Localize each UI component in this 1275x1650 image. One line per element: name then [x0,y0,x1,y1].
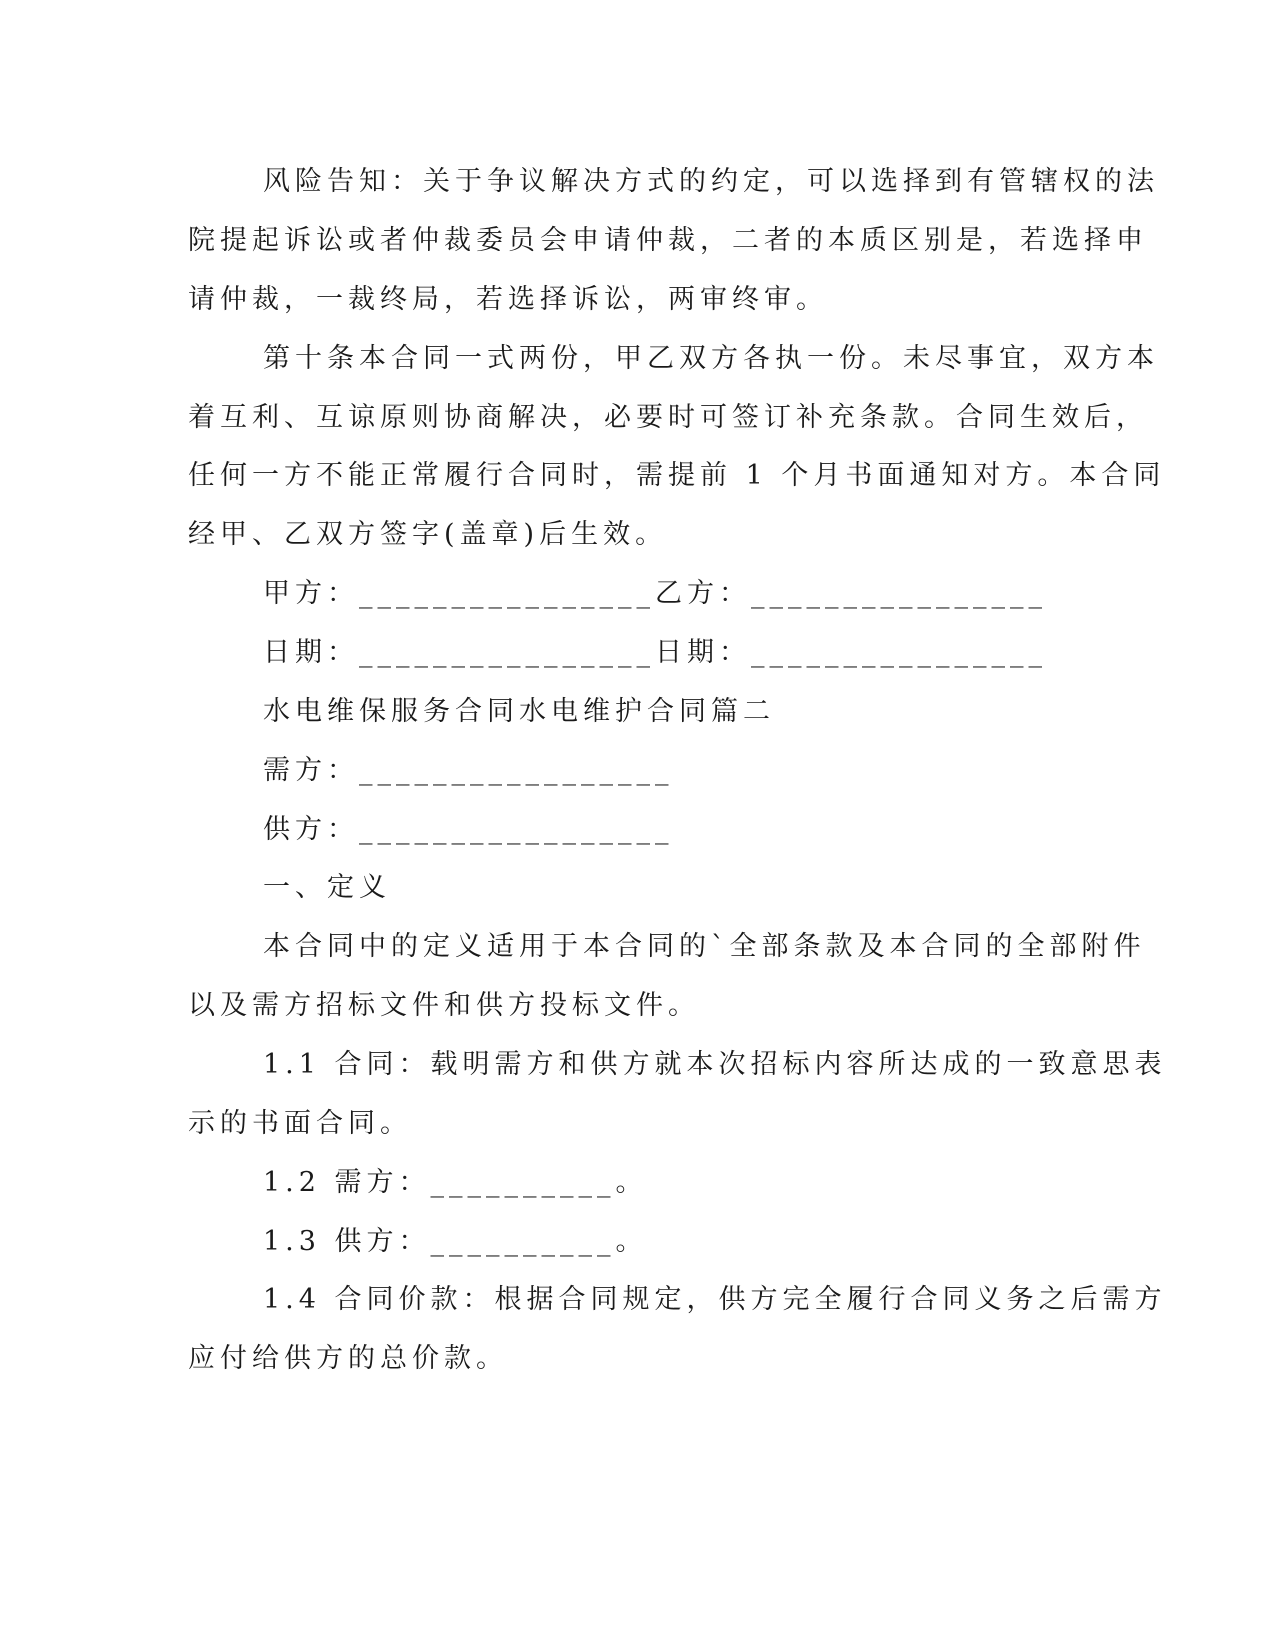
definition-1-4-line-2: 应付给供方的总价款。 [188,1343,508,1374]
demand-party-line: 需方：_________________ [263,755,674,786]
definition-1-3: 1.3 供方：__________。 [263,1226,648,1257]
definition-1-1-line-1: 1.1 合同：载明需方和供方就本次招标内容所达成的一致意思表 [263,1049,1167,1080]
risk-notice-line-3: 请仲裁，一裁终局，若选择诉讼，两审终审。 [188,284,828,315]
signature-date-line: 日期：________________日期：________________ [263,637,1047,668]
definition-1-1-line-2: 示的书面合同。 [188,1108,412,1139]
definition-1-2: 1.2 需方：__________。 [263,1167,648,1198]
definition-1-4-line-1: 1.4 合同价款：根据合同规定，供方完全履行合同义务之后需方 [263,1284,1167,1315]
definition-heading: 一、定义 [263,872,391,903]
section-title: 水电维保服务合同水电维护合同篇二 [263,696,775,727]
risk-notice-line-2: 院提起诉讼或者仲裁委员会申请仲裁，二者的本质区别是，若选择申 [188,225,1148,256]
article-ten-line-3: 任何一方不能正常履行合同时，需提前 1 个月书面通知对方。本合同 [188,460,1166,491]
article-ten-line-1: 第十条本合同一式两份，甲乙双方各执一份。未尽事宜，双方本 [263,343,1159,374]
definition-intro-line-1: 本合同中的定义适用于本合同的`全部条款及本合同的全部附件 [263,931,1146,962]
article-ten-line-4: 经甲、乙双方签字(盖章)后生效。 [188,519,668,550]
definition-intro-line-2: 以及需方招标文件和供方投标文件。 [188,990,700,1021]
risk-notice-line-1: 风险告知：关于争议解决方式的约定，可以选择到有管辖权的法 [263,166,1159,197]
article-ten-line-2: 着互利、互谅原则协商解决，必要时可签订补充条款。合同生效后， [188,402,1148,433]
signature-party-line: 甲方：________________乙方：________________ [263,578,1047,609]
supply-party-line: 供方：_________________ [263,814,674,845]
